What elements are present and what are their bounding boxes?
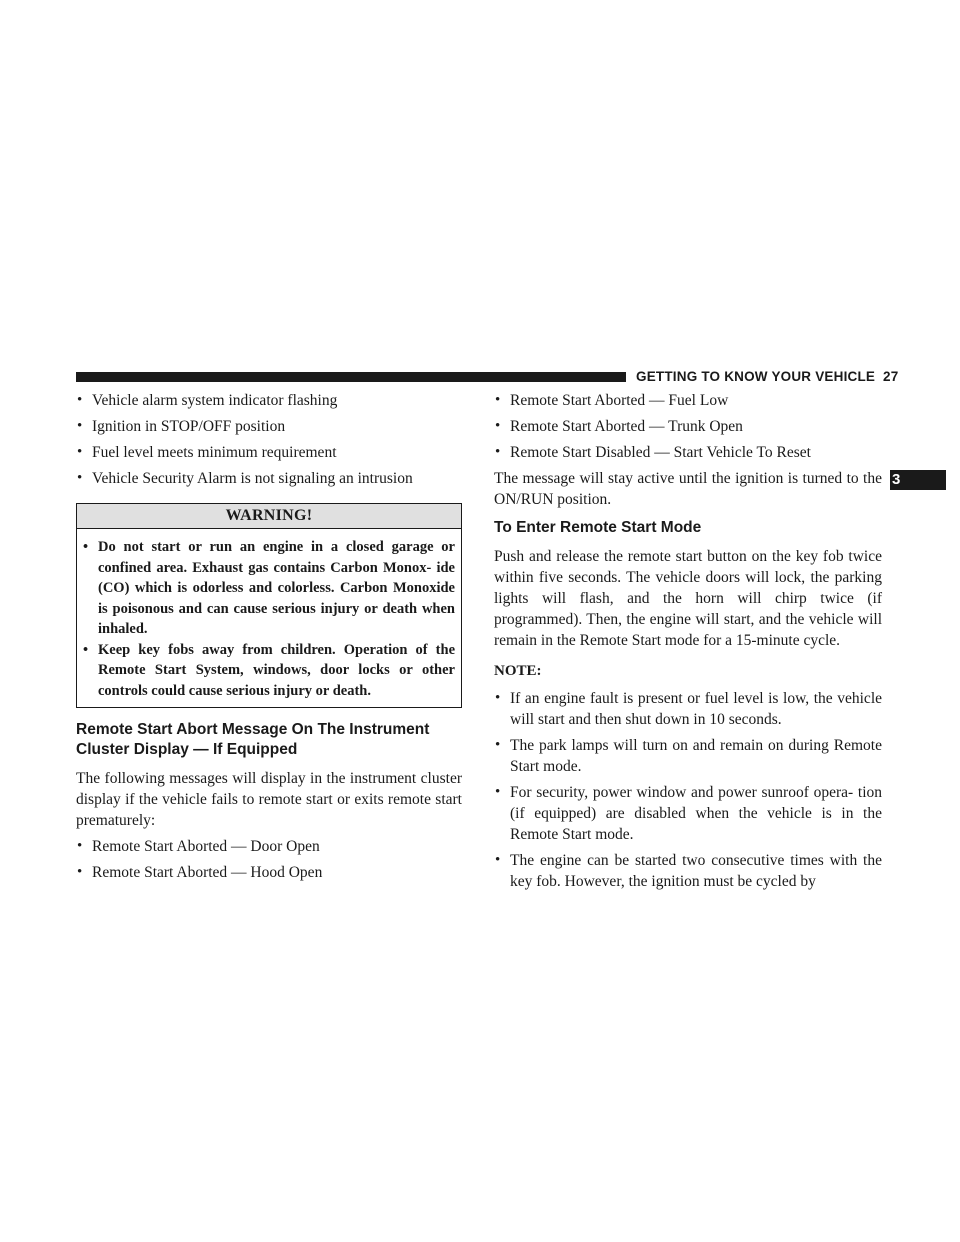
list-item xyxy=(494,390,882,411)
list-item-text: Ignition in STOP/OFF position xyxy=(92,418,286,435)
list-item-text: Fuel level meets minimum requirement xyxy=(92,444,337,461)
left-column xyxy=(76,390,462,888)
note-item-text: The engine can be started two consecutive times with the key fob. However, the ignition must be cycled by xyxy=(510,852,882,890)
list-item-text: Vehicle Security Alarm is not signaling an intrusion xyxy=(92,470,413,487)
list-item-text: Remote Start Aborted — Trunk Open xyxy=(510,418,743,435)
bullet-icon: • xyxy=(495,737,501,753)
bullet-icon: • xyxy=(77,838,83,854)
note-item xyxy=(494,850,882,892)
warning-item-text: Do not start or run an engine in a closed garage or confined area. Exhaust gas contains Carbon Monox- ide (CO) which is odorless and colorless. Carbon Monoxide is poisonous and can cause serious injury or death when inhaled. xyxy=(98,539,455,637)
warning-body xyxy=(77,529,461,707)
note-item xyxy=(494,782,882,845)
bullet-icon: • xyxy=(77,418,83,434)
bullet-icon: • xyxy=(495,392,501,408)
list-item-text: Remote Start Aborted — Fuel Low xyxy=(510,392,729,409)
bullet-icon: • xyxy=(83,641,89,658)
warning-box xyxy=(76,503,462,708)
list-item xyxy=(76,468,462,489)
bullet-icon: • xyxy=(495,690,501,706)
note-item-text: The park lamps will turn on and remain on during Remote Start mode. xyxy=(510,737,882,775)
note-item-text: For security, power window and power sunroof opera- tion (if equipped) are disabled when the vehicle is in the Remote Start mode. xyxy=(510,784,882,843)
bullet-icon: • xyxy=(77,470,83,486)
list-item-text: Remote Start Aborted — Hood Open xyxy=(92,864,323,881)
note-item xyxy=(494,735,882,777)
bullet-icon: • xyxy=(77,864,83,880)
bullet-icon: • xyxy=(83,539,89,555)
bullet-icon: • xyxy=(77,392,83,408)
warning-item-text: Keep key fobs away from children. Operation of the Remote Start System, windows, door locks or other controls could cause serious injury or death. xyxy=(98,641,455,699)
running-header xyxy=(636,368,899,386)
paragraph: Push and release the remote start button on the key fob twice within five seconds. The vehicle doors will lock, the parking lights will flash, and the horn will chirp twice (if programmed). Then, the engine will start, and the vehicle will remain in the Remote Start mode for a 15-minute cycle. xyxy=(494,548,882,649)
chapter-tab: 3 xyxy=(890,470,946,490)
section-heading: To Enter Remote Start Mode xyxy=(494,519,702,536)
warning-item xyxy=(81,537,455,640)
header-rule xyxy=(76,372,626,382)
paragraph: The following messages will display in the instrument cluster display if the vehicle fails to remote start or exits remote start prematurely: xyxy=(76,770,462,829)
note-label: NOTE: xyxy=(494,663,542,679)
warning-item xyxy=(81,640,455,702)
bullet-icon: • xyxy=(495,418,501,434)
list-item xyxy=(494,442,882,463)
list-item-text: Remote Start Aborted — Door Open xyxy=(92,838,320,855)
list-item xyxy=(76,390,462,411)
bullet-icon: • xyxy=(495,852,501,868)
bullet-icon: • xyxy=(495,444,501,460)
bullet-icon: • xyxy=(77,444,83,460)
bullet-icon: • xyxy=(495,784,501,800)
list-item-text: Remote Start Disabled — Start Vehicle To Reset xyxy=(510,444,811,461)
section-heading: Remote Start Abort Message On The Instrument Cluster Display — If Equipped xyxy=(76,721,430,758)
note-item xyxy=(494,688,882,730)
list-item-text: Vehicle alarm system indicator flashing xyxy=(92,392,338,409)
page-number: 27 xyxy=(883,369,899,384)
list-item xyxy=(76,442,462,463)
note-item-text: If an engine fault is present or fuel level is low, the vehicle will start and then shut down in 10 seconds. xyxy=(510,690,882,728)
right-column xyxy=(494,390,882,897)
warning-title: WARNING! xyxy=(77,504,461,529)
paragraph: The message will stay active until the ignition is turned to the ON/RUN position. xyxy=(494,470,882,508)
list-item xyxy=(494,416,882,437)
list-item xyxy=(76,862,462,883)
list-item xyxy=(76,836,462,857)
header-title: GETTING TO KNOW YOUR VEHICLE xyxy=(636,369,876,384)
list-item xyxy=(76,416,462,437)
